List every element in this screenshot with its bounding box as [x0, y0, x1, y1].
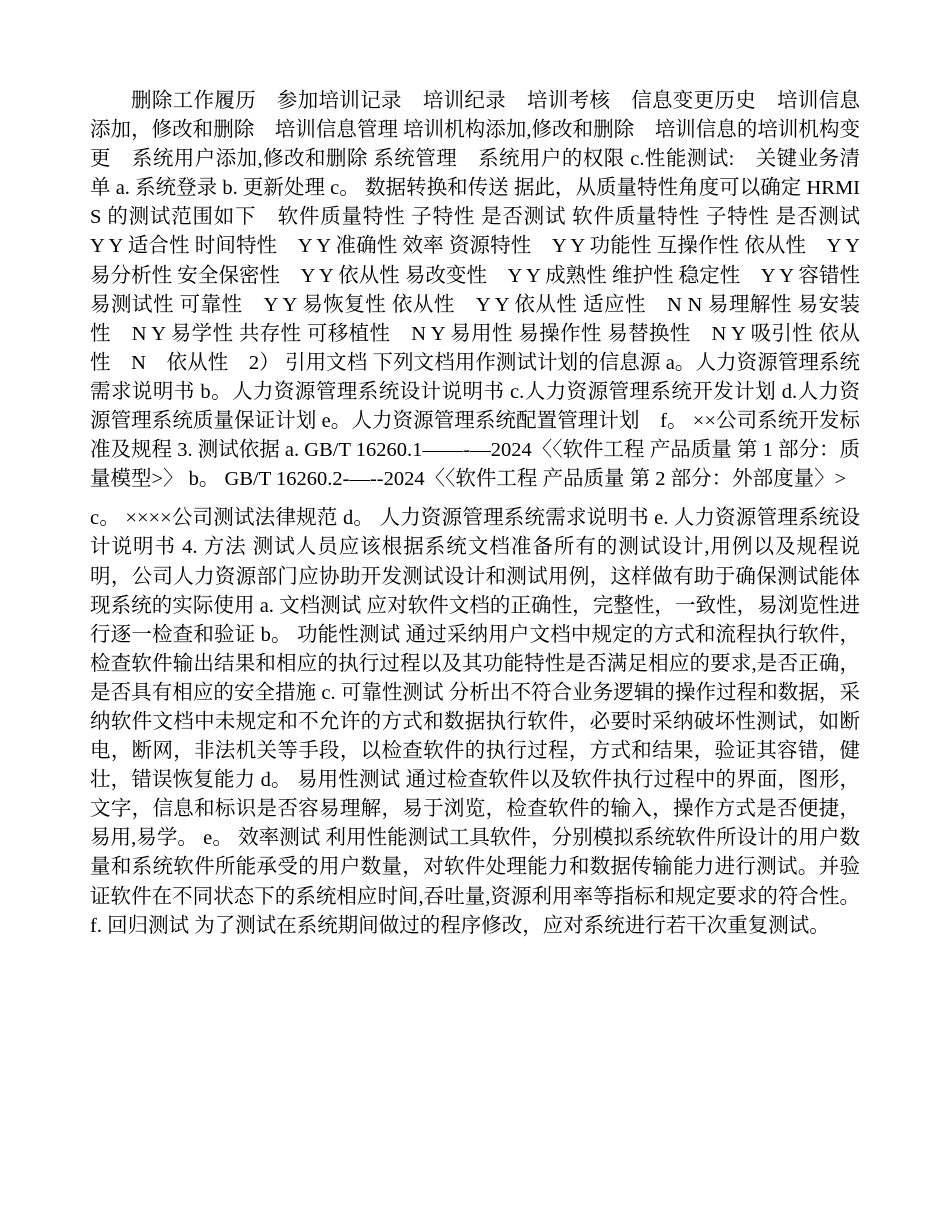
paragraph-test-methods: c。 ××××公司测试法律规范 d。 人力资源管理系统需求说明书 e. 人力资源管理系统设计说明书 4. 方法 测试人员应该根据系统文档准备所有的测试设计,用例以及规程说明，公司人力资源部门应协助开发测试设计和测试用例，这样做有助于确保测试能体现系统的实际使用 a. 文档测试 应对软件文档的正确性，完整性，一致性，易浏览性进行逐一检查和验证 b。 功能性测试 通过采纳用户文档中规定的方式和流程执行软件，检查软件输出结果和相应的执行过程以及其功能特性是否满足相应的要求,是否正确，是否具有相应的安全措施 c. 可靠性测试 分析出不符合业务逻辑的操作过程和数据，采纳软件文档中未规定和不允许的方式和数据执行软件，必要时采纳破坏性测试，如断电，断网，非法机关等手段，以检查软件的执行过程，方式和结果，验证其容错，健壮，错误恢复能力 d。 易用性测试 通过检查软件以及软件执行过程中的界面，图形，文字，信息和标识是否容易理解，易于浏览，检查软件的输入，操作方式是否便捷，易用,易学。 e。 效率测试 利用性能测试工具软件，分别模拟系统软件所设计的用户数量和系统软件所能承受的用户数量，对软件处理能力和数据传输能力进行测试。并验证软件在不同状态下的系统相应时间,吞吐量,资源利用率等指标和规定要求的符合性。 f. 回归测试 为了测试在系统期间做过的程序修改，应对系统进行若干次重复测试。: [90, 507, 860, 937]
paragraph-scope-and-references: 删除工作履历 参加培训记录 培训纪录 培训考核 信息变更历史 培训信息添加，修改和删除 培训信息管理 培训机构添加,修改和删除 培训信息的培训机构变更 系统用户添加,修改和删除 系统管理 系统用户的权限 c.性能测试: 关键业务清单 a. 系统登录 b. 更新处理 c。 数据转换和传送 据此，从质量特性角度可以确定 HRMIS 的测试范围如下 软件质量特性 子特性 是否测试 软件质量特性 子特性 是否测试 Y Y 适合性 时间特性 Y Y 准确性 效率 资源特性 Y Y 功能性 互操作性 依从性 Y Y 易分析性 安全保密性 Y Y 依从性 易改变性 Y Y 成熟性 维护性 稳定性 Y Y 容错性 易测试性 可靠性 Y Y 易恢复性 依从性 Y Y 依从性 适应性 N N 易理解性 易安装性 N Y 易学性 共存性 可移植性 N Y 易用性 易操作性 易替换性 N Y 吸引性 依从性 N 依从性 2） 引用文档 下列文档用作测试计划的信息源 a。人力资源管理系统需求说明书 b。人力资源管理系统设计说明书 c.人力资源管理系统开发计划 d.人力资源管理系统质量保证计划 e。人力资源管理系统配置管理计划 f。 ××公司系统开发标准及规程 3. 测试依据 a. GB/T 16260.1——-—2024〈〈软件工程 产品质量 第 1 部分：质量模型>〉 b。 GB/T 16260.2-—--2024〈〈软件工程 产品质量 第 2 部分：外部度量〉>: [90, 90, 881, 491]
document-page: [90, 87, 881, 941]
